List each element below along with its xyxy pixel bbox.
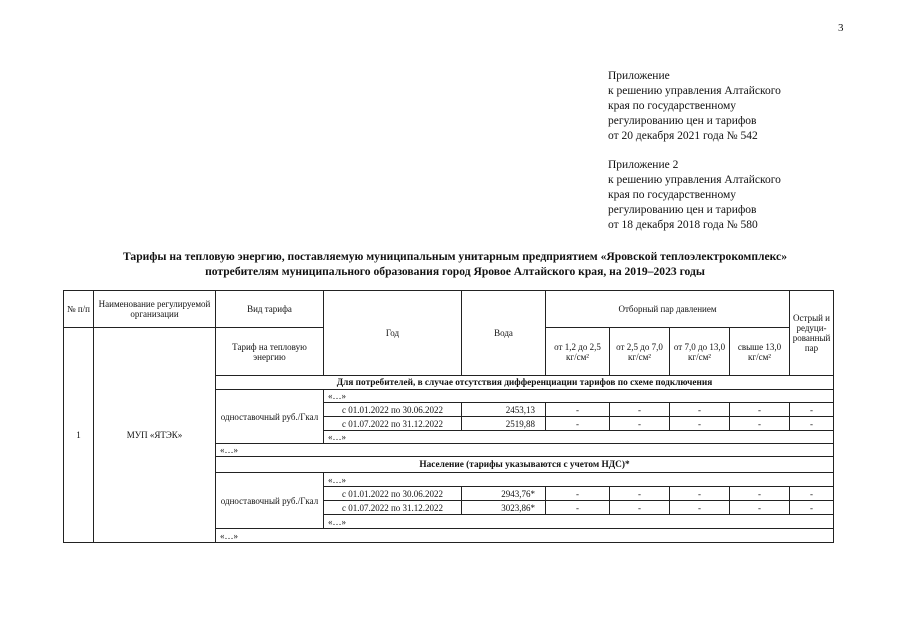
title-line: Тарифы на тепловую энергию, поставляемую муниципальным унитарным предприятием «Яровской теплоэлектрокомплекс»	[122, 250, 787, 263]
annex-header-original	[608, 158, 781, 233]
title-line: потребителям муниципального образования город Яровое Алтайского края, на 2019–2023 годы	[205, 265, 705, 278]
header-water: Вода	[462, 291, 546, 376]
section-title: Население (тарифы указываются с учетом НДС)*	[216, 457, 834, 473]
header-pressure-1: от 1,2 до 2,5 кг/см²	[546, 328, 610, 376]
annex-line: регулированию цен и тарифов	[608, 115, 757, 127]
dash-cell: -	[790, 403, 834, 417]
ellipsis-row: «…»	[324, 431, 834, 444]
water-cell: 2453,13	[462, 403, 546, 417]
header-steam: Отборный пар давлением	[546, 291, 790, 328]
ellipsis-row: «…»	[324, 473, 834, 487]
dash-cell: -	[790, 417, 834, 431]
dash-cell: -	[610, 417, 670, 431]
dash-cell: -	[730, 501, 790, 515]
dash-cell: -	[730, 417, 790, 431]
dash-cell: -	[670, 403, 730, 417]
annex-line: Приложение	[608, 70, 670, 82]
header-sharp-steam: Острый и редуци-рованный пар	[790, 291, 834, 376]
dash-cell: -	[790, 501, 834, 515]
annex-line: к решению управления Алтайского	[608, 174, 781, 186]
tariff-label: одноставочный руб./Гкал	[216, 390, 324, 444]
dash-cell: -	[730, 403, 790, 417]
dash-cell: -	[546, 501, 610, 515]
tariff-label: одноставочный руб./Гкал	[216, 473, 324, 529]
annex-line: Приложение 2	[608, 159, 679, 171]
dash-cell: -	[610, 501, 670, 515]
dash-cell: -	[546, 403, 610, 417]
dash-cell: -	[670, 417, 730, 431]
tariff-table	[63, 290, 834, 543]
water-cell: 2943,76*	[462, 487, 546, 501]
period-cell: с 01.07.2022 по 31.12.2022	[324, 501, 462, 515]
dash-cell: -	[610, 403, 670, 417]
ellipsis-row: «…»	[216, 529, 834, 543]
annex-line: регулированию цен и тарифов	[608, 204, 757, 216]
ellipsis-row: «…»	[216, 444, 834, 457]
dash-cell: -	[670, 487, 730, 501]
annex-line: к решению управления Алтайского	[608, 85, 781, 97]
document-title	[40, 249, 870, 279]
header-pressure-4: свыше 13,0 кг/см²	[730, 328, 790, 376]
annex-line: края по государственному	[608, 100, 736, 112]
period-cell: с 01.01.2022 по 30.06.2022	[324, 487, 462, 501]
period-cell: с 01.01.2022 по 30.06.2022	[324, 403, 462, 417]
header-pressure-2: от 2,5 до 7,0 кг/см²	[610, 328, 670, 376]
dash-cell: -	[670, 501, 730, 515]
water-cell: 2519,88	[462, 417, 546, 431]
header-tariff-energy: Тариф на тепловую энергию	[216, 328, 324, 376]
annex-line: края по государственному	[608, 189, 736, 201]
page-number: 3	[838, 22, 844, 34]
annex-header-current	[608, 69, 781, 144]
header-org: Наименование регулируемой организации	[94, 291, 216, 328]
dash-cell: -	[610, 487, 670, 501]
annex-line: от 20 декабря 2021 года № 542	[608, 130, 758, 142]
header-tariff-type: Вид тарифа	[216, 291, 324, 328]
dash-cell: -	[790, 487, 834, 501]
period-cell: с 01.07.2022 по 31.12.2022	[324, 417, 462, 431]
org-name: МУП «ЯТЭК»	[94, 328, 216, 543]
header-pressure-3: от 7,0 до 13,0 кг/см²	[670, 328, 730, 376]
annex-line: от 18 декабря 2018 года № 580	[608, 219, 758, 231]
dash-cell: -	[546, 417, 610, 431]
dash-cell: -	[730, 487, 790, 501]
water-cell: 3023,86*	[462, 501, 546, 515]
header-year: Год	[324, 291, 462, 376]
ellipsis-row: «…»	[324, 515, 834, 529]
dash-cell: -	[546, 487, 610, 501]
row-number: 1	[64, 328, 94, 543]
header-num: № п/п	[64, 291, 94, 328]
ellipsis-row: «…»	[324, 390, 834, 403]
section-title: Для потребителей, в случае отсутствия дифференциации тарифов по схеме подключения	[216, 376, 834, 390]
